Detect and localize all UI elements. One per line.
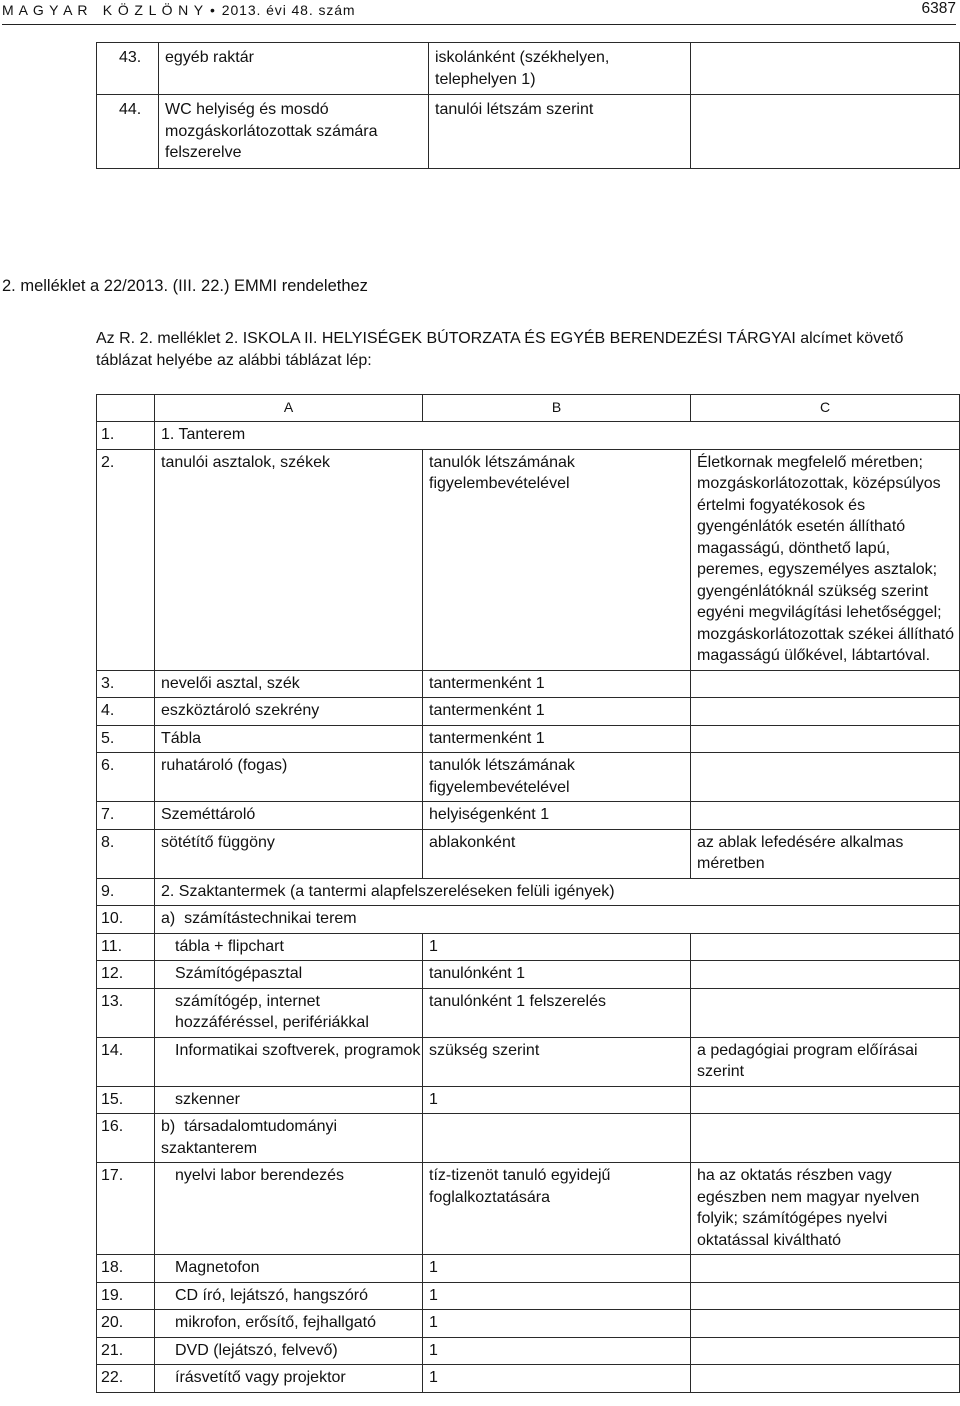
row-number: 10. xyxy=(97,906,155,934)
item-quantity: 1 xyxy=(423,933,691,961)
table-row xyxy=(97,1163,960,1255)
item-quantity: tantermenként 1 xyxy=(423,698,691,726)
item-name: Magnetofon xyxy=(155,1255,423,1283)
table-row xyxy=(97,449,960,670)
item-quantity: tantermenként 1 xyxy=(423,670,691,698)
item-name: DVD (lejátszó, felvevő) xyxy=(155,1337,423,1365)
table-row xyxy=(97,753,960,802)
item-quantity: 1 xyxy=(423,1365,691,1393)
item-name: egyéb raktár xyxy=(159,43,429,95)
item-name: írásvetítő vagy projektor xyxy=(155,1365,423,1393)
table-row xyxy=(97,422,960,450)
row-number: 4. xyxy=(97,698,155,726)
row-number: 7. xyxy=(97,802,155,830)
continuation-table xyxy=(96,42,960,169)
table-row xyxy=(97,1086,960,1114)
item-name: CD író, lejátszó, hangszóró xyxy=(155,1282,423,1310)
item-note xyxy=(691,1337,960,1365)
item-quantity: tanulók létszámának figyelembevételével xyxy=(423,753,691,802)
item-note xyxy=(691,95,960,169)
table-row xyxy=(97,1114,960,1163)
item-note xyxy=(691,1282,960,1310)
row-number: 19. xyxy=(97,1282,155,1310)
row-number: 9. xyxy=(97,878,155,906)
item-note xyxy=(691,1086,960,1114)
journal-name: M A G Y A R K Ö Z L Ö N Y xyxy=(2,2,204,18)
row-number: 18. xyxy=(97,1255,155,1283)
table-row xyxy=(97,906,960,934)
item-quantity: 1 xyxy=(423,1282,691,1310)
intro-paragraph: Az R. 2. melléklet 2. ISKOLA II. HELYISÉGEK BÚTORZATA ÉS EGYÉB BERENDEZÉSI TÁRGYAI alcímet követő táblázat helyébe az alábbi táblázat lép: xyxy=(96,330,904,369)
item-name: eszköztároló szekrény xyxy=(155,698,423,726)
column-header-a: A xyxy=(155,395,423,422)
item-note xyxy=(691,1365,960,1393)
table-row xyxy=(97,1255,960,1283)
item-quantity: iskolánként (székhelyen, telephelyen 1) xyxy=(429,43,691,95)
table-row xyxy=(97,829,960,878)
table-row xyxy=(97,988,960,1037)
row-number: 5. xyxy=(97,725,155,753)
column-header-b: B xyxy=(423,395,691,422)
item-quantity: 1 xyxy=(423,1310,691,1338)
item-name: Számítógépasztal xyxy=(155,961,423,989)
empty-cell xyxy=(691,1114,960,1163)
row-number: 12. xyxy=(97,961,155,989)
item-note xyxy=(691,1255,960,1283)
item-name: tanulói asztalok, székek xyxy=(155,449,423,670)
item-quantity: tanulónként 1 xyxy=(423,961,691,989)
table-row xyxy=(97,961,960,989)
item-note: a pedagógiai program előírásai szerint xyxy=(691,1037,960,1086)
section-heading: 1. Tanterem xyxy=(155,422,960,450)
item-note xyxy=(691,43,960,95)
table-row xyxy=(97,725,960,753)
item-quantity: tanulói létszám szerint xyxy=(429,95,691,169)
table-row xyxy=(97,670,960,698)
item-quantity: 1 xyxy=(423,1086,691,1114)
table-row xyxy=(97,1282,960,1310)
item-name: nevelői asztal, szék xyxy=(155,670,423,698)
table-row xyxy=(97,95,960,169)
subsection-heading: a) számítástechnikai terem xyxy=(155,906,960,934)
page-number: 6387 xyxy=(921,0,956,17)
row-number: 3. xyxy=(97,670,155,698)
item-name: sötétítő függöny xyxy=(155,829,423,878)
item-note xyxy=(691,670,960,698)
item-note xyxy=(691,988,960,1037)
item-name: tábla + flipchart xyxy=(155,933,423,961)
row-number: 22. xyxy=(97,1365,155,1393)
item-note xyxy=(691,753,960,802)
item-note xyxy=(691,961,960,989)
item-name: számítógép, internet hozzáféréssel, perifériákkal xyxy=(155,988,423,1037)
row-number: 21. xyxy=(97,1337,155,1365)
row-number: 2. xyxy=(97,449,155,670)
item-quantity: tantermenként 1 xyxy=(423,725,691,753)
item-name: Szeméttároló xyxy=(155,802,423,830)
item-name: mikrofon, erősítő, fejhallgató xyxy=(155,1310,423,1338)
empty-cell xyxy=(423,1114,691,1163)
row-number: 16. xyxy=(97,1114,155,1163)
item-quantity: 1 xyxy=(423,1255,691,1283)
annex-title: 2. melléklet a 22/2013. (III. 22.) EMMI rendelethez xyxy=(2,277,368,295)
row-number: 44. xyxy=(97,95,159,169)
table-row xyxy=(97,698,960,726)
table-row xyxy=(97,933,960,961)
table-header-row xyxy=(97,395,960,422)
row-number: 11. xyxy=(97,933,155,961)
row-number: 43. xyxy=(97,43,159,95)
item-note xyxy=(691,933,960,961)
item-name: nyelvi labor berendezés xyxy=(155,1163,423,1255)
row-number: 14. xyxy=(97,1037,155,1086)
bullet-icon: • xyxy=(209,2,216,18)
header-empty-cell xyxy=(97,395,155,422)
item-note: Életkornak megfelelő méretben; mozgáskorlátozottak, középsúlyos értelmi fogyatékosok és gyengénlátók esetén állítható magasságú, dönthető lapú, peremes, egyszemélyes asztalok; gyengénlátóknál szükség szerint egyéni megvilágítási lehetőséggel; mozgáskorlátozottak székei állítható magasságú ülőkével, lábtartóval. xyxy=(691,449,960,670)
item-note xyxy=(691,725,960,753)
item-quantity: helyiségenként 1 xyxy=(423,802,691,830)
equipment-table xyxy=(96,394,960,1393)
row-number: 13. xyxy=(97,988,155,1037)
item-name: WC helyiség és mosdó mozgáskorlátozottak számára felszerelve xyxy=(159,95,429,169)
item-name: ruhatároló (fogas) xyxy=(155,753,423,802)
item-name: Tábla xyxy=(155,725,423,753)
row-number: 20. xyxy=(97,1310,155,1338)
column-header-c: C xyxy=(691,395,960,422)
row-number: 17. xyxy=(97,1163,155,1255)
table-row xyxy=(97,878,960,906)
table-row xyxy=(97,1365,960,1393)
item-quantity: szükség szerint xyxy=(423,1037,691,1086)
item-quantity: 1 xyxy=(423,1337,691,1365)
item-name: Informatikai szoftverek, programok xyxy=(155,1037,423,1086)
table-row xyxy=(97,43,960,95)
item-note: ha az oktatás részben vagy egészben nem magyar nyelven folyik; számítógépes nyelvi oktatással kiváltható xyxy=(691,1163,960,1255)
item-quantity: ablakonként xyxy=(423,829,691,878)
item-quantity: tanulónként 1 felszerelés xyxy=(423,988,691,1037)
item-note xyxy=(691,1310,960,1338)
table-row xyxy=(97,1037,960,1086)
row-number: 8. xyxy=(97,829,155,878)
item-note: az ablak lefedésére alkalmas méretben xyxy=(691,829,960,878)
table-row xyxy=(97,1337,960,1365)
item-note xyxy=(691,802,960,830)
item-name: szkenner xyxy=(155,1086,423,1114)
table-row xyxy=(97,1310,960,1338)
item-quantity: tanulók létszámának figyelembevételével xyxy=(423,449,691,670)
row-number: 15. xyxy=(97,1086,155,1114)
row-number: 1. xyxy=(97,422,155,450)
item-quantity: tíz-tizenöt tanuló egyidejű foglalkoztatására xyxy=(423,1163,691,1255)
table-row xyxy=(97,802,960,830)
page-header xyxy=(2,0,956,25)
journal-header xyxy=(2,2,356,18)
issue-label: 2013. évi 48. szám xyxy=(221,2,356,18)
item-note xyxy=(691,698,960,726)
row-number: 6. xyxy=(97,753,155,802)
subsection-heading: b) társadalomtudományi szaktanterem xyxy=(155,1114,423,1163)
section-heading: 2. Szaktantermek (a tantermi alapfelszereléseken felüli igények) xyxy=(155,878,960,906)
